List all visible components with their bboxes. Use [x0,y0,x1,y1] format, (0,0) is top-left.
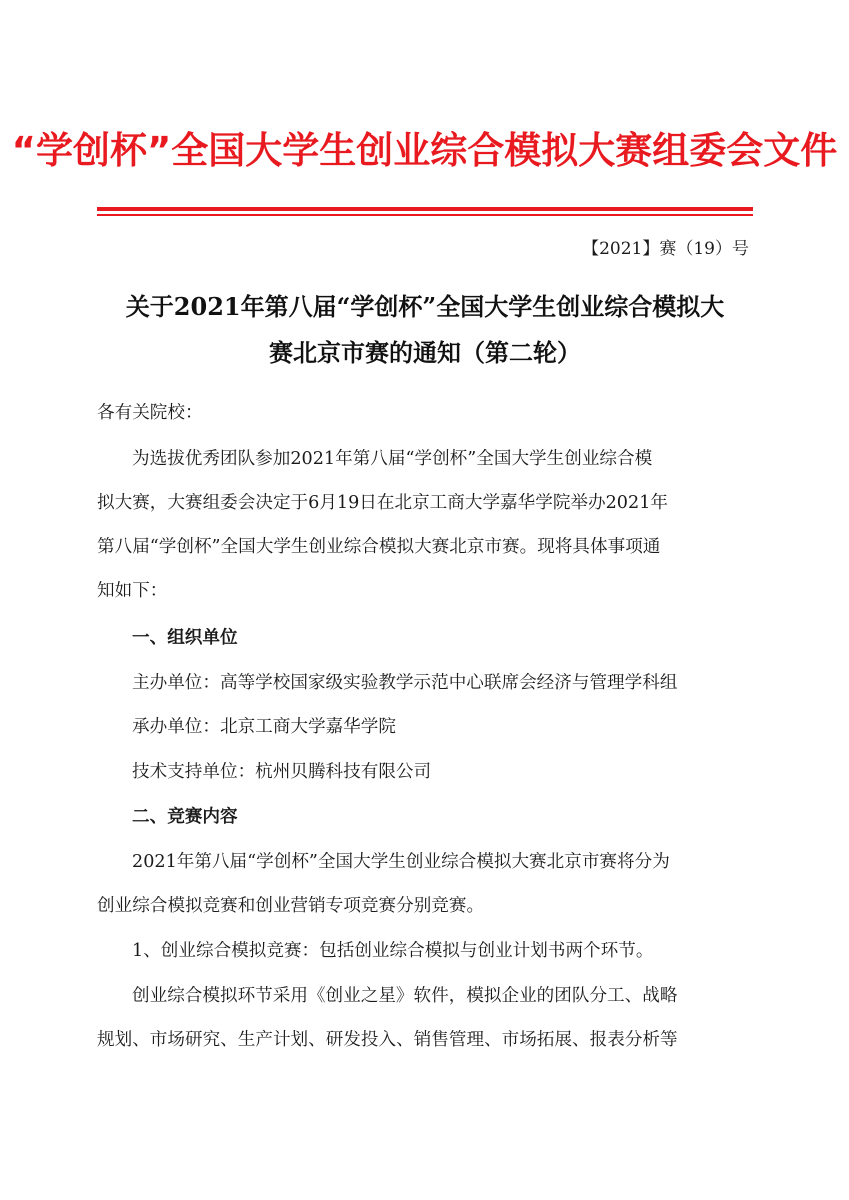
content-paragraph-line: 创业综合模拟竞赛和创业营销专项竞赛分别竞赛。 [97,896,485,916]
document-number: 【2021】赛（19）号 [582,239,749,259]
section-heading-organizers: 一、组织单位 [132,628,238,648]
item-1-line: 1、创业综合模拟竞赛：包括创业综合模拟与创业计划书两个环节。 [132,941,654,961]
detail-paragraph-line: 规划、市场研究、生产计划、研发投入、销售管理、市场拓展、报表分析等 [97,1030,678,1050]
intro-paragraph-line: 拟大赛，大赛组委会决定于6月19日在北京工商大学嘉华学院举办2021年 [97,493,668,513]
document-title-line-2: 赛北京市赛的通知（第二轮） [269,338,581,367]
content-paragraph-line: 2021年第八届“学创杯”全国大学生创业综合模拟大赛北京市赛将分为 [132,852,670,872]
document-title-line-1: 关于2021年第八届“学创杯”全国大学生创业综合模拟大 [125,292,725,321]
header-divider-thin [97,214,753,216]
salutation: 各有关院校： [97,403,203,423]
intro-paragraph-line: 知如下： [97,581,168,601]
header-divider-thick [97,207,753,211]
detail-paragraph-line: 创业综合模拟环节采用《创业之星》软件，模拟企业的团队分工、战略 [132,986,678,1006]
organizer-line: 主办单位：高等学校国家级实验教学示范中心联席会经济与管理学科组 [132,673,678,693]
intro-paragraph-line: 为选拔优秀团队参加2021年第八届“学创杯”全国大学生创业综合模 [132,449,653,469]
section-heading-content: 二、竞赛内容 [132,807,238,827]
document-header-title: “学创杯”全国大学生创业综合模拟大赛组委会文件 [11,129,838,172]
co-organizer-line: 承办单位：北京工商大学嘉华学院 [132,717,396,737]
intro-paragraph-line: 第八届“学创杯”全国大学生创业综合模拟大赛北京市赛。现将具体事项通 [97,537,661,557]
document-title [80,284,770,376]
tech-support-line: 技术支持单位：杭州贝腾科技有限公司 [132,762,432,782]
